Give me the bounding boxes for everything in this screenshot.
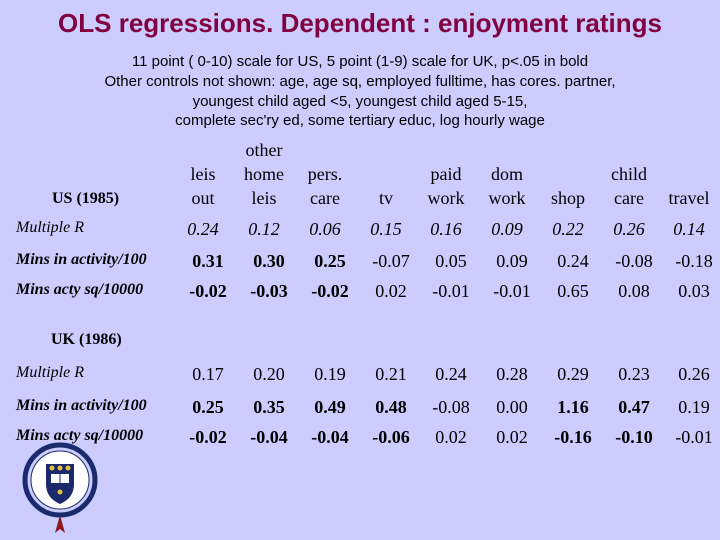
- table-cell: -0.08: [432, 397, 470, 417]
- table-cell: 0.28: [496, 364, 528, 384]
- table-cell: 0.17: [192, 364, 224, 384]
- table-cell: 0.02: [435, 427, 467, 447]
- table-cell: -0.04: [311, 427, 349, 447]
- column-header-7-line-0: child: [611, 164, 647, 184]
- note-line-1: 11 point ( 0-10) scale for US, 5 point (1-9) scale for UK, p<.05 in bold: [131, 53, 589, 70]
- table-cell: -0.04: [250, 427, 288, 447]
- table-cell: 0.30: [253, 251, 285, 271]
- table-cell: -0.10: [615, 427, 653, 447]
- table-cell: -0.06: [372, 427, 410, 447]
- table-cell: 0.47: [618, 397, 650, 417]
- column-header-2-line-1: care: [310, 188, 340, 208]
- table-cell: 0.08: [618, 281, 650, 301]
- table-cell: 0.49: [314, 397, 346, 417]
- table-cell: 0.26: [678, 364, 710, 384]
- column-header-3-line-0: tv: [378, 188, 393, 208]
- table-cell: 0.03: [678, 281, 710, 301]
- table-cell: 0.25: [314, 251, 346, 271]
- note-line-3: youngest child aged <5, youngest child aged 5-15,: [192, 93, 528, 110]
- table-cell: 0.26: [613, 219, 645, 239]
- table-cell: -0.03: [250, 281, 288, 301]
- table-cell: 0.22: [552, 219, 584, 239]
- table-cell: 0.24: [187, 219, 219, 239]
- table-cell: -0.01: [432, 281, 470, 301]
- note-line-4: complete sec'ry ed, some tertiary educ, log hourly wage: [175, 112, 545, 129]
- table-cell: 0.48: [375, 397, 407, 417]
- table-cell: 0.19: [314, 364, 346, 384]
- table-cell: 0.16: [430, 219, 462, 239]
- table-cell: 0.21: [375, 364, 407, 384]
- table-cell: 1.16: [557, 397, 589, 417]
- note-line-2: Other controls not shown: age, age sq, employed fulltime, has cores. partner,: [104, 73, 616, 90]
- column-header-4-line-1: work: [427, 188, 465, 208]
- table-cell: 0.20: [253, 364, 285, 384]
- row-label-0-0: Multiple R: [16, 219, 84, 236]
- table-cell: -0.16: [554, 427, 592, 447]
- slide-title: OLS regressions. Dependent : enjoyment ratings: [58, 8, 662, 38]
- table-cell: 0.35: [253, 397, 285, 417]
- table-cell: -0.02: [189, 281, 227, 301]
- row-label-0-1: Mins in activity/100: [16, 251, 147, 268]
- table-cell: 0.14: [673, 219, 705, 239]
- section-label-1: UK (1986): [51, 331, 122, 348]
- table-cell: -0.02: [311, 281, 349, 301]
- row-label-1-0: Multiple R: [16, 364, 84, 381]
- table-cell: 0.12: [248, 219, 280, 239]
- table-cell: 0.15: [370, 219, 402, 239]
- row-label-1-2: Mins acty sq/10000: [16, 427, 144, 444]
- table-cell: 0.24: [435, 364, 467, 384]
- column-header-8-line-0: travel: [668, 188, 710, 208]
- table-cell: 0.19: [678, 397, 710, 417]
- table-cell: 0.31: [192, 251, 224, 271]
- table-cell: 0.09: [491, 219, 523, 239]
- table-cell: -0.07: [372, 251, 410, 271]
- column-header-1-line-0: other: [245, 140, 283, 160]
- table-cell: 0.65: [557, 281, 589, 301]
- column-header-2-line-0: pers.: [307, 164, 343, 184]
- table-cell: -0.08: [615, 251, 653, 271]
- column-header-5-line-0: dom: [490, 164, 523, 184]
- column-header-6-line-0: shop: [550, 188, 585, 208]
- column-header-5-line-1: work: [488, 188, 526, 208]
- column-header-0-line-0: leis: [190, 164, 216, 184]
- table-cell: -0.01: [493, 281, 531, 301]
- table-cell: 0.05: [435, 251, 467, 271]
- column-header-1-line-2: leis: [251, 188, 277, 208]
- section-label-0: US (1985): [52, 190, 120, 207]
- table-cell: -0.18: [675, 251, 713, 271]
- column-header-0-line-1: out: [191, 188, 215, 208]
- table-cell: 0.24: [557, 251, 589, 271]
- table-cell: -0.01: [675, 427, 713, 447]
- row-label-1-1: Mins in activity/100: [16, 397, 147, 414]
- table-cell: 0.29: [557, 364, 589, 384]
- table-cell: -0.02: [189, 427, 227, 447]
- row-label-0-2: Mins acty sq/10000: [16, 281, 144, 298]
- table-cell: 0.02: [496, 427, 528, 447]
- table-cell: 0.06: [309, 219, 341, 239]
- column-header-1-line-1: home: [244, 164, 284, 184]
- table-cell: 0.25: [192, 397, 224, 417]
- oxford-seal-icon: [22, 436, 98, 536]
- table-cell: 0.00: [496, 397, 528, 417]
- column-header-4-line-0: paid: [430, 164, 462, 184]
- column-header-7-line-1: care: [614, 188, 644, 208]
- table-cell: 0.02: [375, 281, 407, 301]
- table-cell: 0.23: [618, 364, 650, 384]
- table-cell: 0.09: [496, 251, 528, 271]
